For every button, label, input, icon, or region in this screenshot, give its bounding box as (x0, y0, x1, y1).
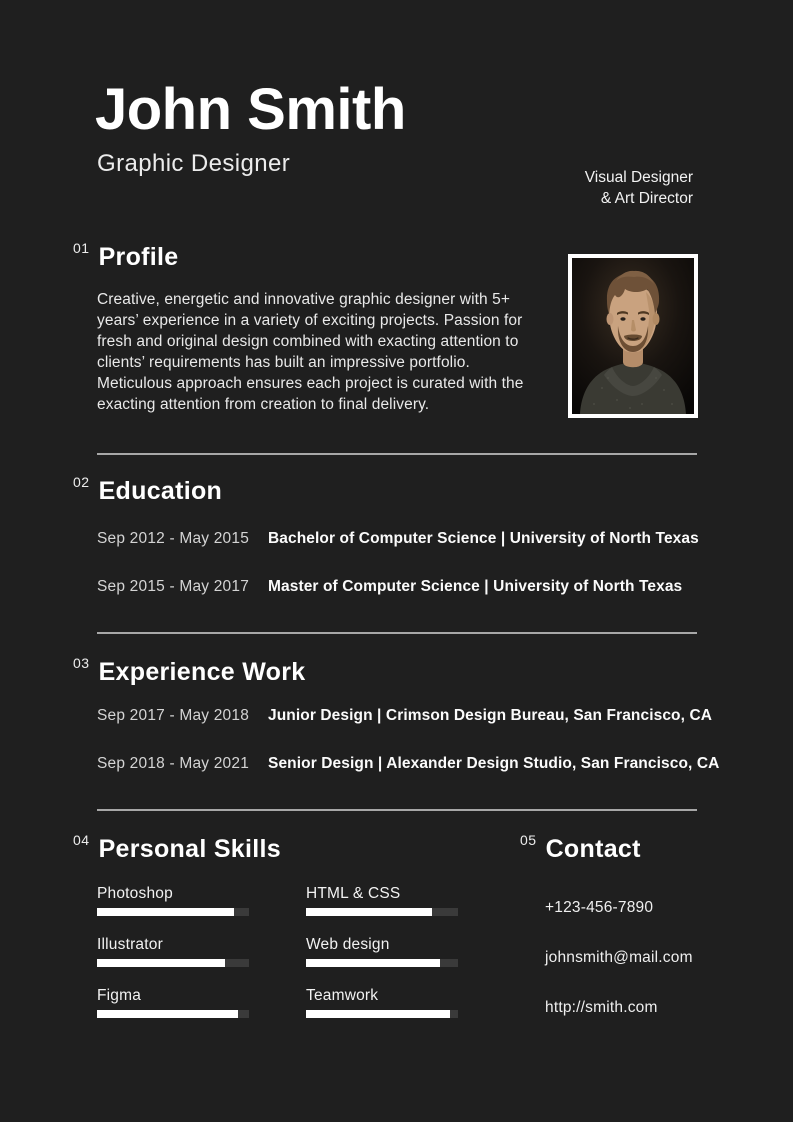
contact-section-title: Contact (545, 835, 641, 863)
person-role: Graphic Designer (97, 150, 291, 177)
profile-section-title: Profile (98, 243, 179, 271)
experience-detail: Senior Design | Alexander Design Studio, San Francisco, CA (268, 755, 720, 772)
skill-label: Teamwork (306, 987, 379, 1004)
skill-item (97, 935, 249, 967)
contact-section-heading (520, 832, 641, 863)
education-detail: Bachelor of Computer Science | University of North Texas (268, 530, 699, 547)
skills-section-number: 04 (73, 832, 90, 848)
profile-summary-text: Creative, energetic and innovative graphic designer with 5+ years’ experience in a variety of exciting projects. Passion for fresh and original design combined with exacting attention to clients’ requirements has built an impressive portfolio. Meticulous approach ensures each project is curated with the exacting attention from creation to final delivery. (97, 291, 524, 413)
skill-item (306, 884, 458, 916)
tagline-line-1: Visual Designer (584, 169, 693, 186)
skill-item (306, 935, 458, 967)
skills-grid (97, 884, 458, 1018)
education-dates: Sep 2012 - May 2015 (97, 530, 250, 547)
education-dates: Sep 2015 - May 2017 (97, 578, 250, 595)
skill-bar-fill (97, 959, 225, 967)
contact-email[interactable]: johnsmith@mail.com (545, 949, 693, 966)
education-section-number: 02 (73, 474, 90, 490)
contact-list (545, 897, 693, 1047)
education-rows (97, 528, 699, 624)
profile-section-heading (73, 240, 179, 271)
contact-phone: +123-456-7890 (545, 899, 654, 916)
experience-section-title: Experience Work (98, 658, 306, 686)
skill-bar-fill (97, 908, 234, 916)
skill-label: Illustrator (97, 936, 163, 953)
skill-bar-track (306, 959, 458, 967)
skill-bar-track (97, 1010, 249, 1018)
portrait-illustration (572, 258, 694, 414)
skills-section-title: Personal Skills (98, 835, 281, 863)
profile-photo (568, 254, 698, 418)
profile-section-number: 01 (73, 240, 90, 256)
contact-website[interactable]: http://smith.com (545, 999, 658, 1016)
skill-bar-fill (306, 908, 432, 916)
experience-detail: Junior Design | Crimson Design Bureau, San Francisco, CA (268, 707, 713, 724)
skill-item (97, 986, 249, 1018)
contact-section-number: 05 (520, 832, 537, 848)
skill-bar-fill (97, 1010, 238, 1018)
skill-label: Figma (97, 987, 142, 1004)
section-divider (97, 453, 697, 455)
education-row (97, 576, 699, 597)
education-section-heading (73, 474, 223, 505)
tagline-line-2: & Art Director (600, 190, 693, 207)
skills-section-heading (73, 832, 281, 863)
person-name: John Smith (95, 77, 406, 142)
tagline (585, 167, 693, 209)
experience-dates: Sep 2017 - May 2018 (97, 707, 250, 724)
skill-bar-track (97, 908, 249, 916)
experience-section-heading (73, 655, 306, 686)
skill-bar-track (306, 908, 458, 916)
experience-dates: Sep 2018 - May 2021 (97, 755, 250, 772)
education-detail: Master of Computer Science | University of North Texas (268, 578, 683, 595)
skill-bar-track (97, 959, 249, 967)
education-row (97, 528, 699, 549)
section-divider (97, 809, 697, 811)
skill-bar-fill (306, 959, 440, 967)
skill-label: HTML & CSS (306, 885, 401, 902)
skill-label: Web design (306, 936, 390, 953)
skill-bar-track (306, 1010, 458, 1018)
experience-row (97, 705, 719, 726)
skill-item (306, 986, 458, 1018)
skill-bar-fill (306, 1010, 450, 1018)
education-section-title: Education (98, 477, 223, 505)
section-divider (97, 632, 697, 634)
skill-label: Photoshop (97, 885, 173, 902)
experience-rows (97, 705, 719, 801)
experience-section-number: 03 (73, 655, 90, 671)
experience-row (97, 753, 719, 774)
skill-item (97, 884, 249, 916)
